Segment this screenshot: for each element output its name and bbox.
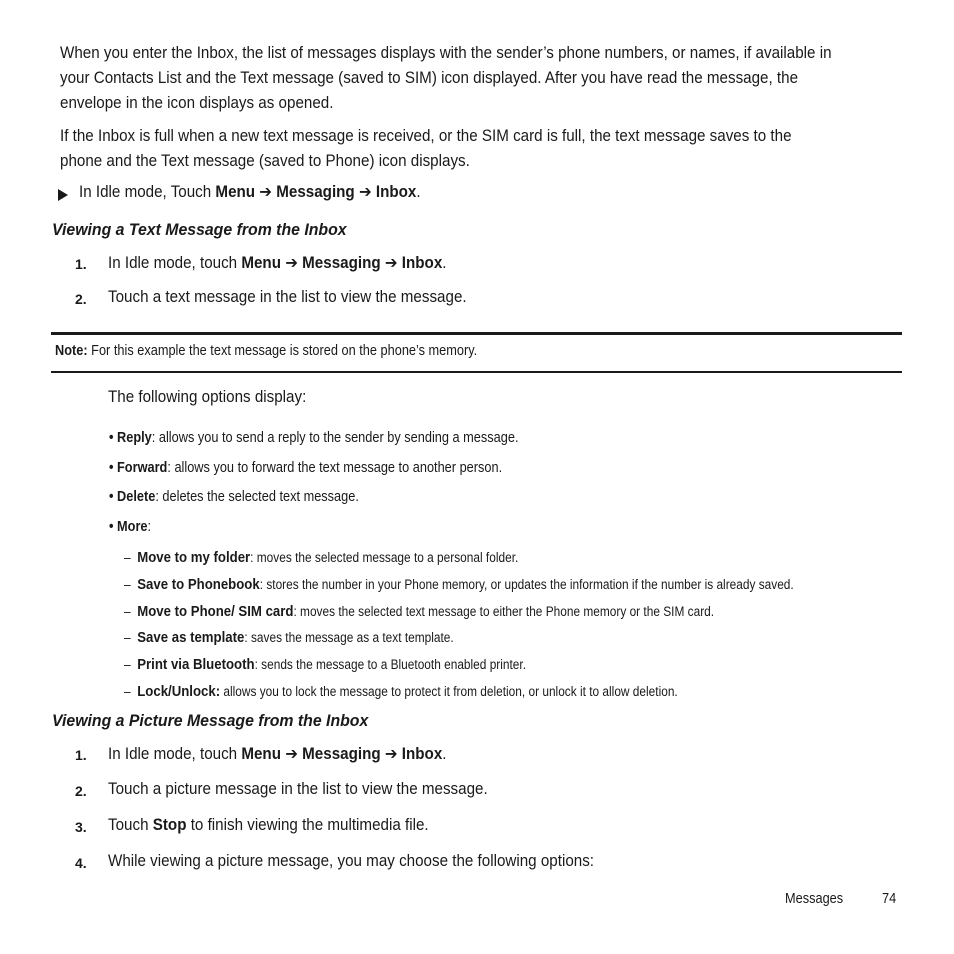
idle-mode-step: In Idle mode, Touch Menu ➔ Messaging ➔ Inbox. (79, 183, 421, 201)
text-line: When you enter the Inbox, the list of messages displays with the sender’s phone numbers, or names, if available in (60, 44, 832, 62)
step-number: 1. (75, 256, 87, 272)
sub-list-item: – Print via Bluetooth: sends the message to a Bluetooth enabled printer. (124, 656, 527, 673)
note: Note: For this example the text message is stored on the phone’s memory. (55, 343, 478, 359)
list-item: • Reply: allows you to send a reply to the sender by sending a message. (109, 430, 519, 446)
text-line: If the Inbox is full when a new text message is received, or the SIM card is full, the text message saves to the (60, 127, 792, 145)
step-number: 4. (75, 855, 87, 871)
step-text: Touch Stop to finish viewing the multimedia file. (108, 816, 429, 834)
step-text: While viewing a picture message, you may choose the following options: (108, 852, 595, 870)
list-item: • Delete: deletes the selected text message. (109, 489, 359, 505)
step-number: 1. (75, 747, 87, 763)
step-text: In Idle mode, touch Menu ➔ Messaging ➔ Inbox. (108, 254, 447, 272)
step-text: Touch a text message in the list to view the message. (108, 288, 467, 306)
section-heading-picture-message: Viewing a Picture Message from the Inbox (52, 712, 369, 730)
options-intro: The following options display: (108, 388, 307, 406)
sub-list-item: – Move to my folder: moves the selected message to a personal folder. (124, 549, 519, 566)
text-line: your Contacts List and the Text message (saved to SIM) icon displayed. After you have read the message, the (60, 69, 799, 87)
list-item: • Forward: allows you to forward the text message to another person. (109, 460, 503, 476)
note-bottom-rule (51, 371, 902, 373)
step-text: Touch a picture message in the list to view the message. (108, 780, 488, 798)
step-number: 3. (75, 819, 87, 835)
footer-section-name: Messages (785, 891, 844, 907)
step-number: 2. (75, 783, 87, 799)
list-item: • More: (109, 519, 152, 535)
section-heading-text-message: Viewing a Text Message from the Inbox (52, 221, 347, 239)
note-top-rule (51, 332, 902, 335)
sub-list-item: – Move to Phone/ SIM card: moves the selected text message to either the Phone memory or the SIM card. (124, 603, 715, 620)
sub-list-item: – Lock/Unlock: allows you to lock the message to protect it from deletion, or unlock it to allow deletion. (124, 683, 678, 700)
sub-list-item: – Save as template: saves the message as a text template. (124, 629, 454, 646)
sub-list-item: – Save to Phonebook: stores the number in your Phone memory, or updates the information if the number is already saved. (124, 576, 794, 593)
text-line: phone and the Text message (saved to Phone) icon displays. (60, 152, 470, 170)
step-number: 2. (75, 291, 87, 307)
page-number: 74 (882, 891, 897, 907)
text-line: envelope in the icon displays as opened. (60, 94, 334, 112)
step-text: In Idle mode, touch Menu ➔ Messaging ➔ Inbox. (108, 745, 447, 763)
triangle-bullet-icon (58, 189, 68, 201)
